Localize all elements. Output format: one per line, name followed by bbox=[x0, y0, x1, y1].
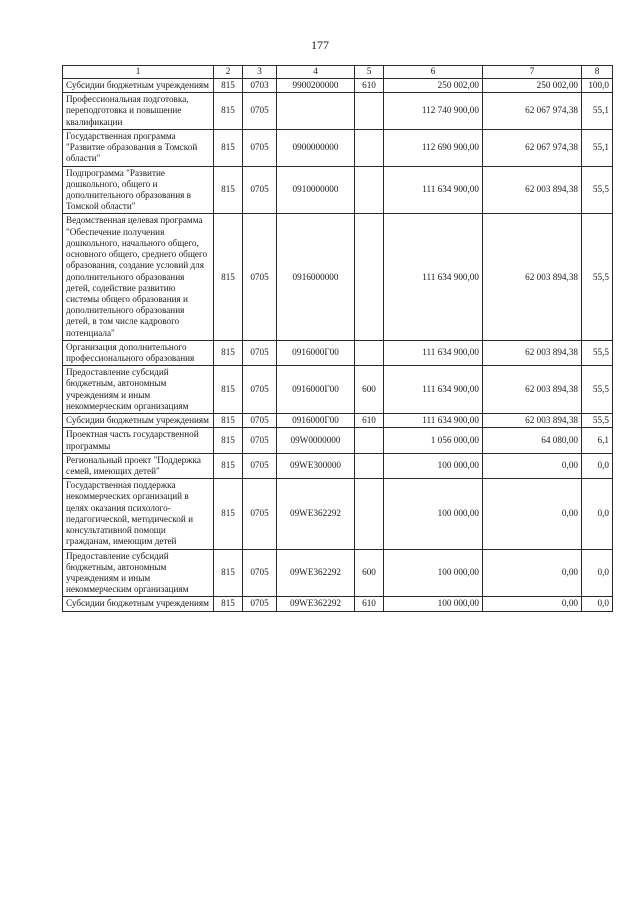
row-name-cell: Государственная программа "Развитие образования в Томской области" bbox=[63, 129, 214, 166]
row-name-cell: Субсидии бюджетным учреждениям bbox=[63, 597, 214, 611]
row-fact-cell: 62 067 974,38 bbox=[483, 129, 582, 166]
row-kind-cell: 600 bbox=[355, 549, 384, 597]
row-percent-cell: 6,1 bbox=[582, 428, 613, 453]
table-row bbox=[63, 549, 613, 597]
row-target-cell: 09WE362292 bbox=[277, 597, 355, 611]
row-section-cell: 0705 bbox=[243, 166, 277, 214]
row-target-cell: 09WE300000 bbox=[277, 453, 355, 478]
column-header: 2 bbox=[214, 66, 243, 79]
row-plan-cell: 112 740 900,00 bbox=[384, 93, 483, 130]
row-percent-cell: 100,0 bbox=[582, 79, 613, 93]
row-percent-cell: 0,0 bbox=[582, 549, 613, 597]
row-plan-cell: 1 056 000,00 bbox=[384, 428, 483, 453]
page-number: 177 bbox=[311, 38, 329, 52]
column-header: 3 bbox=[243, 66, 277, 79]
row-percent-cell: 55,1 bbox=[582, 129, 613, 166]
row-grbs-cell: 815 bbox=[214, 93, 243, 130]
row-name-cell: Субсидии бюджетным учреждениям bbox=[63, 414, 214, 428]
table-row bbox=[63, 414, 613, 428]
row-fact-cell: 0,00 bbox=[483, 453, 582, 478]
row-plan-cell: 111 634 900,00 bbox=[384, 340, 483, 365]
row-kind-cell bbox=[355, 428, 384, 453]
table-row bbox=[63, 597, 613, 611]
row-percent-cell: 0,0 bbox=[582, 453, 613, 478]
row-fact-cell: 62 003 894,38 bbox=[483, 214, 582, 340]
row-grbs-cell: 815 bbox=[214, 79, 243, 93]
row-plan-cell: 112 690 900,00 bbox=[384, 129, 483, 166]
row-grbs-cell: 815 bbox=[214, 453, 243, 478]
table-row bbox=[63, 79, 613, 93]
row-percent-cell: 55,5 bbox=[582, 366, 613, 414]
row-plan-cell: 111 634 900,00 bbox=[384, 166, 483, 214]
row-name-cell: Ведомственная целевая программа "Обеспечение получения дошкольного, начального общего, основного общего, среднего общего образования, создание условий для дополнительного образования детей, содействие развитию системы общего образования и дополнительного образования детей, в том числе кадрового потенциала" bbox=[63, 214, 214, 340]
row-fact-cell: 62 067 974,38 bbox=[483, 93, 582, 130]
row-section-cell: 0705 bbox=[243, 129, 277, 166]
row-section-cell: 0705 bbox=[243, 414, 277, 428]
row-target-cell: 0916000Г00 bbox=[277, 414, 355, 428]
table-row bbox=[63, 166, 613, 214]
table-row bbox=[63, 340, 613, 365]
row-section-cell: 0705 bbox=[243, 549, 277, 597]
row-kind-cell bbox=[355, 93, 384, 130]
row-grbs-cell: 815 bbox=[214, 479, 243, 549]
row-kind-cell bbox=[355, 129, 384, 166]
row-target-cell bbox=[277, 93, 355, 130]
row-percent-cell: 0,0 bbox=[582, 479, 613, 549]
row-plan-cell: 100 000,00 bbox=[384, 453, 483, 478]
row-plan-cell: 111 634 900,00 bbox=[384, 366, 483, 414]
row-kind-cell: 610 bbox=[355, 79, 384, 93]
column-header: 4 bbox=[277, 66, 355, 79]
column-header: 7 bbox=[483, 66, 582, 79]
row-target-cell: 09W0000000 bbox=[277, 428, 355, 453]
row-grbs-cell: 815 bbox=[214, 340, 243, 365]
row-plan-cell: 100 000,00 bbox=[384, 549, 483, 597]
row-section-cell: 0703 bbox=[243, 79, 277, 93]
row-grbs-cell: 815 bbox=[214, 214, 243, 340]
row-kind-cell bbox=[355, 340, 384, 365]
table-row bbox=[63, 479, 613, 549]
column-header: 5 bbox=[355, 66, 384, 79]
row-plan-cell: 100 000,00 bbox=[384, 479, 483, 549]
row-name-cell: Проектная часть государственной программы bbox=[63, 428, 214, 453]
row-grbs-cell: 815 bbox=[214, 428, 243, 453]
row-grbs-cell: 815 bbox=[214, 414, 243, 428]
row-percent-cell: 55,1 bbox=[582, 93, 613, 130]
table-row bbox=[63, 214, 613, 340]
row-plan-cell: 111 634 900,00 bbox=[384, 214, 483, 340]
row-section-cell: 0705 bbox=[243, 340, 277, 365]
row-section-cell: 0705 bbox=[243, 214, 277, 340]
row-fact-cell: 250 002,00 bbox=[483, 79, 582, 93]
column-header: 8 bbox=[582, 66, 613, 79]
row-plan-cell: 111 634 900,00 bbox=[384, 414, 483, 428]
row-kind-cell bbox=[355, 214, 384, 340]
row-section-cell: 0705 bbox=[243, 597, 277, 611]
row-fact-cell: 0,00 bbox=[483, 549, 582, 597]
row-fact-cell: 0,00 bbox=[483, 597, 582, 611]
row-kind-cell bbox=[355, 166, 384, 214]
row-section-cell: 0705 bbox=[243, 366, 277, 414]
column-header: 6 bbox=[384, 66, 483, 79]
row-target-cell: 9900200000 bbox=[277, 79, 355, 93]
header-row bbox=[63, 66, 613, 79]
row-kind-cell bbox=[355, 479, 384, 549]
column-header: 1 bbox=[63, 66, 214, 79]
row-target-cell: 0916000000 bbox=[277, 214, 355, 340]
row-fact-cell: 0,00 bbox=[483, 479, 582, 549]
row-grbs-cell: 815 bbox=[214, 166, 243, 214]
row-plan-cell: 250 002,00 bbox=[384, 79, 483, 93]
row-name-cell: Подпрограмма "Развитие дошкольного, общего и дополнительного образования в Томской области" bbox=[63, 166, 214, 214]
row-grbs-cell: 815 bbox=[214, 366, 243, 414]
row-name-cell: Организация дополнительного профессионального образования bbox=[63, 340, 214, 365]
row-name-cell: Предоставление субсидий бюджетным, автономным учреждениям и иным некоммерческим организациям bbox=[63, 549, 214, 597]
row-name-cell: Профессиональная подготовка, переподготовка и повышение квалификации bbox=[63, 93, 214, 130]
row-fact-cell: 64 080,00 bbox=[483, 428, 582, 453]
table-row bbox=[63, 428, 613, 453]
row-name-cell: Государственная поддержка некоммерческих организаций в целях оказания психолого-педагогической, методической и консультативной помощи гражданам, имеющим детей bbox=[63, 479, 214, 549]
row-section-cell: 0705 bbox=[243, 479, 277, 549]
row-kind-cell: 600 bbox=[355, 366, 384, 414]
row-kind-cell: 610 bbox=[355, 414, 384, 428]
row-percent-cell: 0,0 bbox=[582, 597, 613, 611]
row-target-cell: 09WE362292 bbox=[277, 479, 355, 549]
row-plan-cell: 100 000,00 bbox=[384, 597, 483, 611]
row-kind-cell bbox=[355, 453, 384, 478]
table-row bbox=[63, 93, 613, 130]
row-percent-cell: 55,5 bbox=[582, 414, 613, 428]
row-name-cell: Субсидии бюджетным учреждениям bbox=[63, 79, 214, 93]
row-fact-cell: 62 003 894,38 bbox=[483, 340, 582, 365]
row-fact-cell: 62 003 894,38 bbox=[483, 414, 582, 428]
row-kind-cell: 610 bbox=[355, 597, 384, 611]
table-row bbox=[63, 129, 613, 166]
row-name-cell: Предоставление субсидий бюджетным, автономным учреждениям и иным некоммерческим организациям bbox=[63, 366, 214, 414]
row-target-cell: 0916000Г00 bbox=[277, 366, 355, 414]
row-target-cell: 0916000Г00 bbox=[277, 340, 355, 365]
row-target-cell: 09WE362292 bbox=[277, 549, 355, 597]
table-row bbox=[63, 453, 613, 478]
row-section-cell: 0705 bbox=[243, 93, 277, 130]
row-target-cell: 0900000000 bbox=[277, 129, 355, 166]
row-grbs-cell: 815 bbox=[214, 549, 243, 597]
row-target-cell: 0910000000 bbox=[277, 166, 355, 214]
row-percent-cell: 55,5 bbox=[582, 214, 613, 340]
budget-table bbox=[62, 65, 613, 612]
table-row bbox=[63, 366, 613, 414]
row-fact-cell: 62 003 894,38 bbox=[483, 366, 582, 414]
row-fact-cell: 62 003 894,38 bbox=[483, 166, 582, 214]
row-section-cell: 0705 bbox=[243, 428, 277, 453]
row-percent-cell: 55,5 bbox=[582, 340, 613, 365]
row-percent-cell: 55,5 bbox=[582, 166, 613, 214]
row-name-cell: Региональный проект "Поддержка семей, имеющих детей" bbox=[63, 453, 214, 478]
row-grbs-cell: 815 bbox=[214, 597, 243, 611]
row-section-cell: 0705 bbox=[243, 453, 277, 478]
row-grbs-cell: 815 bbox=[214, 129, 243, 166]
